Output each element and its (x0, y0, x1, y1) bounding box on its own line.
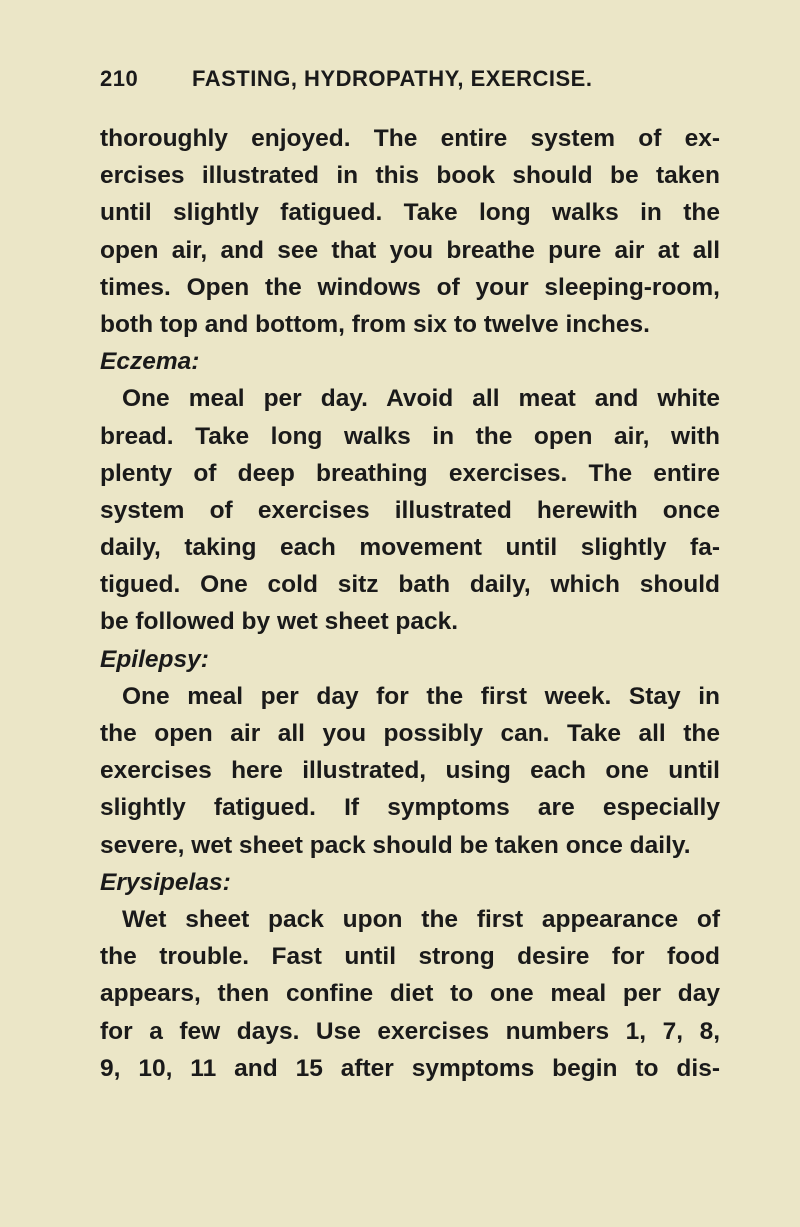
running-head-title: FASTING, HYDROPATHY, EXERCISE. (192, 66, 593, 91)
section-heading: Epilepsy: (100, 645, 209, 673)
text-line: for a few days. Use exercises numbers 1, 7, 8, (100, 1017, 720, 1045)
text-line: severe, wet sheet pack should be taken once daily. (100, 831, 691, 859)
text-line: system of exercises illustrated herewith once (100, 496, 720, 524)
text-line: tigued. One cold sitz bath daily, which should (100, 571, 720, 599)
section-heading: Eczema: (100, 348, 200, 376)
text-line: the open air all you possibly can. Take all the (100, 720, 720, 747)
text-line: Wet sheet pack upon the first appearance of (122, 905, 720, 933)
text-line: ercises illustrated in this book should be taken (100, 162, 720, 190)
text-line: plenty of deep breathing exercises. The entire (100, 459, 720, 487)
text-line: bread. Take long walks in the open air, with (100, 422, 720, 450)
text-line: open air, and see that you breathe pure air at all (100, 236, 720, 264)
section-heading: Erysipelas: (100, 868, 231, 896)
text-line: slightly fatigued. If symptoms are especially (100, 794, 720, 822)
text-line: both top and bottom, from six to twelve inches. (100, 310, 650, 338)
text-line: the trouble. Fast until strong desire for food (100, 943, 720, 971)
text-line: One meal per day for the first week. Stay in (122, 682, 720, 710)
text-line: 9, 10, 11 and 15 after symptoms begin to dis- (100, 1054, 720, 1082)
text-line: One meal per day. Avoid all meat and white (122, 385, 720, 413)
text-line: appears, then confine diet to one meal per day (100, 980, 720, 1008)
page-number: 210 (100, 66, 139, 91)
running-head (100, 66, 720, 96)
text-line: be followed by wet sheet pack. (100, 608, 459, 636)
text-line: daily, taking each movement until slightly fa- (100, 534, 720, 562)
body-text (100, 120, 720, 1087)
text-line: until slightly fatigued. Take long walks in the (100, 199, 720, 227)
text-line: thoroughly enjoyed. The entire system of ex- (100, 125, 720, 152)
text-line: times. Open the windows of your sleeping-room, (100, 273, 720, 301)
text-line: exercises here illustrated, using each one until (100, 757, 720, 785)
